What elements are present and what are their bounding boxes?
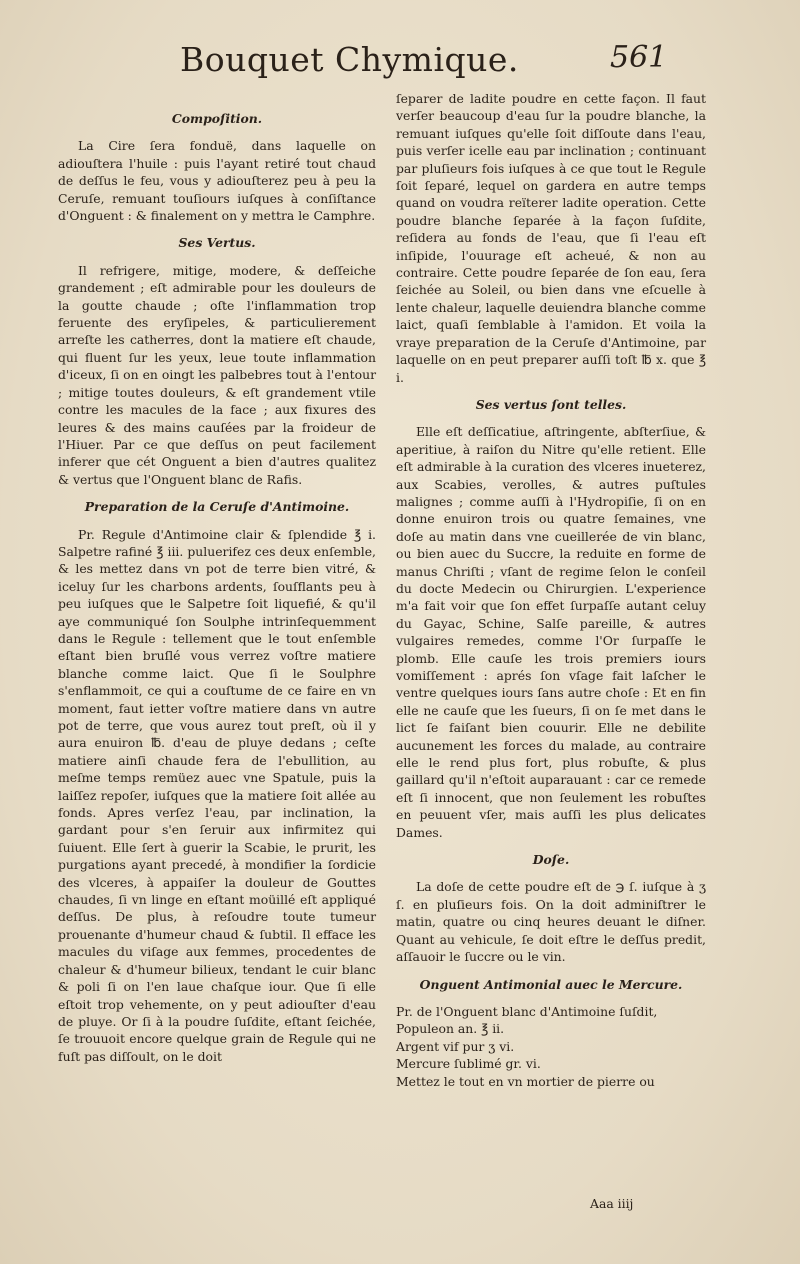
recipe-line: Mercure ſublimé gr. vi. bbox=[396, 1056, 541, 1072]
paragraph-dose: La doſe de cette poudre eſt de ℈ ſ. iuſque à ʒ ſ. en pluſieurs fois. On la doit adminiſtrer le matin, quatre ou cinq heures deuant le diſner. Quant au vehicule, ſe doit eſtre le deſſus predit, aſſauoir le ſuccre ou le vin. bbox=[396, 879, 706, 965]
running-head: Bouquet Chymique. bbox=[180, 40, 519, 79]
page-number: 561 bbox=[610, 40, 668, 75]
heading-vertus: Ses Vertus. bbox=[178, 235, 256, 251]
paragraph-vertus: Il refrigere, mitige, modere, & deſſeiche grandement ; eſt admirable pour les douleurs de la goutte chaude ; oſte l'inflammation trop feruente des eryſipeles, & particulierement arreſte les catherres, dont la matiere eſt chaude, qui fluent ſur les yeux, leue toute inflammation d'iceux, ſi on en oingt les palbebres tout à l'entour ; mitige toutes douleurs, & eſt grandement vtile contre les macules de la face ; aux fixures des leures & des mains cauſées par la froideur de l'Hiuer. Par ce que deſſus on peut facilement inferer que cét Onguent a bien d'autres qualitez & vertus que l'Onguent blanc de Rafis. bbox=[58, 262, 376, 487]
heading-composition: Compoſition. bbox=[171, 111, 263, 126]
recipe-line: Argent vif pur ʒ vi. bbox=[396, 1038, 515, 1054]
left-column bbox=[58, 96, 376, 1065]
heading-dose: Doſe. bbox=[532, 852, 570, 868]
heading-onguent: Onguent Antimonial auec le Mercure. bbox=[419, 976, 683, 992]
recipe-line: Mettez le tout en vn mortier de pierre ou bbox=[396, 1073, 655, 1089]
heading-preparation: Preparation de la Ceruſe d'Antimoine. bbox=[84, 499, 350, 515]
heading-vertus-right: Ses vertus ſont telles. bbox=[475, 396, 627, 412]
paragraph-vertus-right: Elle eſt deſſicatiue, aſtringente, abſterſiue, & aperitiue, à raiſon du Nitre qu'elle retient. Elle eſt admirable à la curation des vlceres inueterez, aux Scabies, verolles, & autres puſtules malignes ; comme auſſi à l'Hydropiſie, ſi on en donne enuiron trois ou quatre ſemaines, vne doſe au matin dans vne cueillerée de vin blanc, ou bien auec du Succre, la reduite en forme de manus Chriſti ; vſant de regime ſelon le conſeil du docte Medecin ou Chirurgien. L'experience m'a fait voir que ſon effet ſurpaſſe autant celuy du Gayac, Schine, Salſe pareille, & autres vulgaires remedes, comme l'Or ſurpaſſe le plomb. Elle cauſe les trois premiers iours vomiſſement : aprés ſon vſage fait laſcher le ventre quelques iours ſans autre choſe : Et en fin elle ne cauſe que les ſueurs, ſi on ſe met dans le lict ſe faiſant bien couurir. Elle ne debilite aucunement les forces du malade, au contraire elle le rend plus fort, plus robuſte, & plus gaillard qu'il n'eſtoit auparauant : car ce remede eſt ſi innocent, que non ſeulement les robuſtes en peuuent vſer, mais auſſi les plus delicates Dames. bbox=[396, 424, 706, 840]
paragraph-composition: La Cire ſera fonduë, dans laquelle on adiouſtera l'huile : puis l'ayant retiré tout chaud de deſſus le feu, vous y adiouſterez peu à peu la Ceruſe, remuant touſiours iuſques à conſiſtance d'Onguent : & finalement on y mettra le Camphre. bbox=[58, 138, 376, 224]
recipe-line: Populeon an. ℥ ii. bbox=[396, 1021, 505, 1037]
recipe-intro: Pr. de l'Onguent blanc d'Antimoine ſuſdit, bbox=[396, 1003, 658, 1019]
right-column bbox=[396, 90, 706, 1090]
paragraph-preparation: Pr. Regule d'Antimoine clair & ſplendide ℥ i. Salpetre rafiné ℥ iii. puluerifez ces deux enſemble, & les mettez dans vn pot de terre bien vitré, & iceluy ſur les charbons ardents, ſouſflants peu à peu iuſques que le Salpetre ſoit liquefié, & qu'il aye communiqué ſon Soulphe intrinſequemment dans le Regule : tellement que le tout enſemble eſtant bien bruſlé vous verrez voſtre matiere blanche comme laict. Que ſi le Soulphre s'enflammoit, ce qui a couſtume de ce faire en vn moment, faut ietter voſtre matiere dans vn autre pot de terre, que vous aurez tout preſt, où il y aura enuiron ℔. d'eau de pluye dedans ; ceſte matiere ainſi chaude fera de l'ebullition, au meſme temps remüez auec vne Spatule, puis la laiſſez repoſer, iuſques que la matiere ſoit allée au fonds. Apres verſez l'eau, par inclination, la gardant pour s'en ſeruir aux infirmitez qui ſuiuent. Elle ſert à guerir la Scabie, le prurit, les purgations ayant precedé, à mondifier la ſordicie des vlceres, à appaiſer la douleur de Gouttes chaudes, ſi vn linge en eſtant moüillé eſt appliqué deſſus. De plus, à reſoudre toute tumeur prouenante d'humeur chaud & ſubtil. Il efface les macules du viſage aux femmes, procedentes de chaleur & d'humeur bilieux, tendant le cuir blanc & poli ſi on l'en laue chaſque iour. Que ſi elle eſtoit trop vehemente, on y peut adiouſter d'eau de pluye. Or ſi à la poudre ſuſdite, eſtant ſeichée, ſe trouuoit encore quelque grain de Regule qui ne fuſt pas diſſoult, on le doit bbox=[58, 526, 376, 1064]
recipe bbox=[396, 1003, 706, 1090]
signature-mark: Aaa iiij bbox=[590, 1196, 634, 1211]
paragraph-continued: ſeparer de ladite poudre en cette façon. Il faut verſer beaucoup d'eau ſur la poudre blanche, la remuant iuſques qu'elle ſoit diſſoute dans l'eau, puis verſer icelle eau par inclination ; continuant par pluſieurs fois iuſques à ce que tout le Regule ſoit ſeparé, lequel on gardera en autre temps quand on voudra reïterer ladite operation. Cette poudre blanche ſeparée à la façon ſuſdite, reſidera au fonds de l'eau, que ſi l'eau eſt inſipide, l'ouurage eſt acheué, & non au contraire. Cette poudre ſeparée de ſon eau, ſera ſeichée au Soleil, ou bien dans vne eſcuelle à lente chaleur, laquelle deuiendra blanche comme laict, quaſi ſemblable à l'amidon. Et voila la vraye preparation de la Ceruſe d'Antimoine, par laquelle on en peut preparer auſſi toſt ℔ x. que ℥ i. bbox=[396, 91, 706, 385]
